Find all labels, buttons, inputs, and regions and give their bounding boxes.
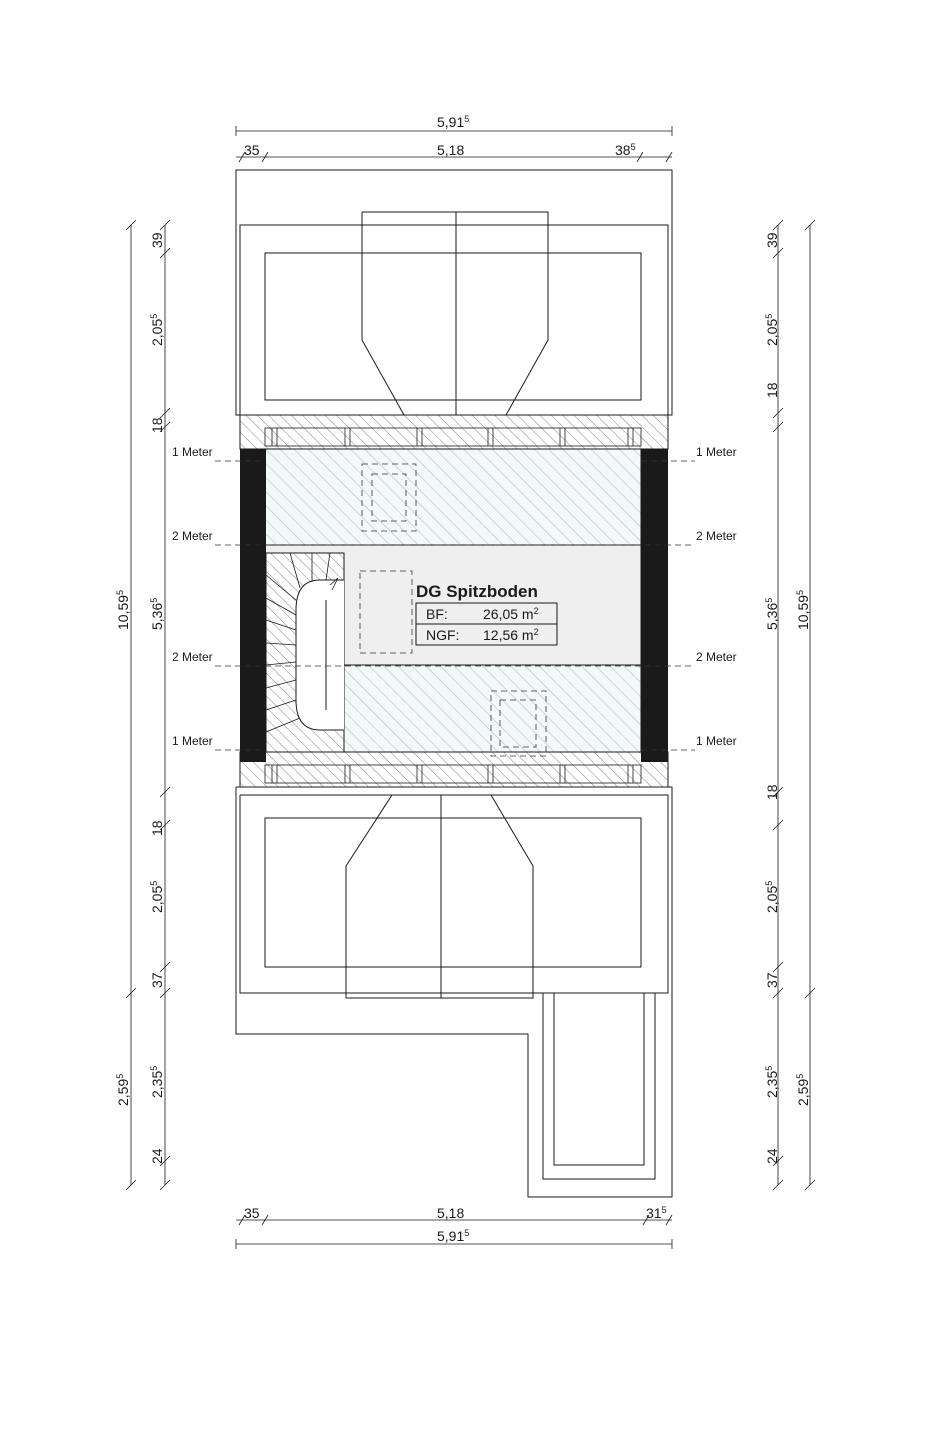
bottom-right-dim: $31^5$: [646, 1205, 667, 1221]
right-dim-24: 24: [764, 1148, 780, 1164]
left-dim-24: 24: [149, 1148, 165, 1164]
room-ngf-value: 12,56 $m^2$: [483, 627, 539, 643]
height-label-left-2: 2 Meter: [172, 529, 213, 543]
left-total-lower-dim: 2,59$^5$: [115, 1073, 131, 1106]
right-dimensions: [764, 220, 815, 1190]
bottom-middle-dim: 5,18: [437, 1205, 465, 1221]
attic-floor: [240, 415, 668, 787]
room-bf-label: BF:: [426, 606, 448, 622]
right-wall: [641, 449, 668, 762]
bottom-left-dim: 35: [244, 1205, 260, 1221]
height-label-left-4: 1 Meter: [172, 734, 213, 748]
height-label-right-3: 2 Meter: [696, 650, 737, 664]
right-dim-18-upper: 18: [764, 382, 780, 398]
height-label-left-1: 1 Meter: [172, 445, 213, 459]
bottom-total-dim: 5,91$^5$: [437, 1228, 470, 1244]
right-dim-536: 5,36$^5$: [764, 597, 780, 630]
right-dim-205-upper: 2,05$^5$: [764, 313, 780, 346]
left-dim-18-lower: 18: [149, 820, 165, 836]
right-dim-37: 37: [764, 972, 780, 988]
top-left-dim: 35: [244, 142, 260, 158]
room-ngf-label: NGF:: [426, 627, 460, 643]
right-dim-39: 39: [764, 232, 780, 248]
right-dim-18-lower: 18: [764, 784, 780, 800]
top-middle-dim: 5,18: [437, 142, 465, 158]
top-dimensions: [236, 114, 672, 162]
left-dimensions: [115, 220, 170, 1190]
left-dim-205-upper: 2,05$^5$: [149, 313, 165, 346]
bottom-dimensions: [236, 1205, 672, 1249]
right-dim-235: 2,35$^5$: [764, 1065, 780, 1098]
height-label-right-2: 2 Meter: [696, 529, 737, 543]
left-dim-39: 39: [149, 232, 165, 248]
left-wall: [240, 449, 266, 762]
height-label-right-1: 1 Meter: [696, 445, 737, 459]
right-dim-205-lower: 2,05$^5$: [764, 880, 780, 913]
room-label: [416, 582, 557, 645]
room-bf-value: 26,05 $m^2$: [483, 606, 539, 622]
right-total-upper-dim: 10,59$^5$: [795, 589, 811, 630]
height-label-right-4: 1 Meter: [696, 734, 737, 748]
room-name: DG Spitzboden: [416, 582, 538, 601]
right-total-lower-dim: 2,59$^5$: [795, 1073, 811, 1106]
staircase: [266, 553, 344, 752]
left-dim-536: 5,36$^5$: [149, 597, 165, 630]
left-dim-205-lower: 2,05$^5$: [149, 880, 165, 913]
left-dim-235: 2,35$^5$: [149, 1065, 165, 1098]
left-total-upper-dim: 10,59$^5$: [115, 589, 131, 630]
left-dim-18-upper: 18: [149, 417, 165, 433]
left-dim-37: 37: [149, 972, 165, 988]
top-right-dim: $38^5$: [615, 142, 636, 158]
height-label-left-3: 2 Meter: [172, 650, 213, 664]
top-total-dim: 5,91$^5$: [437, 114, 470, 130]
